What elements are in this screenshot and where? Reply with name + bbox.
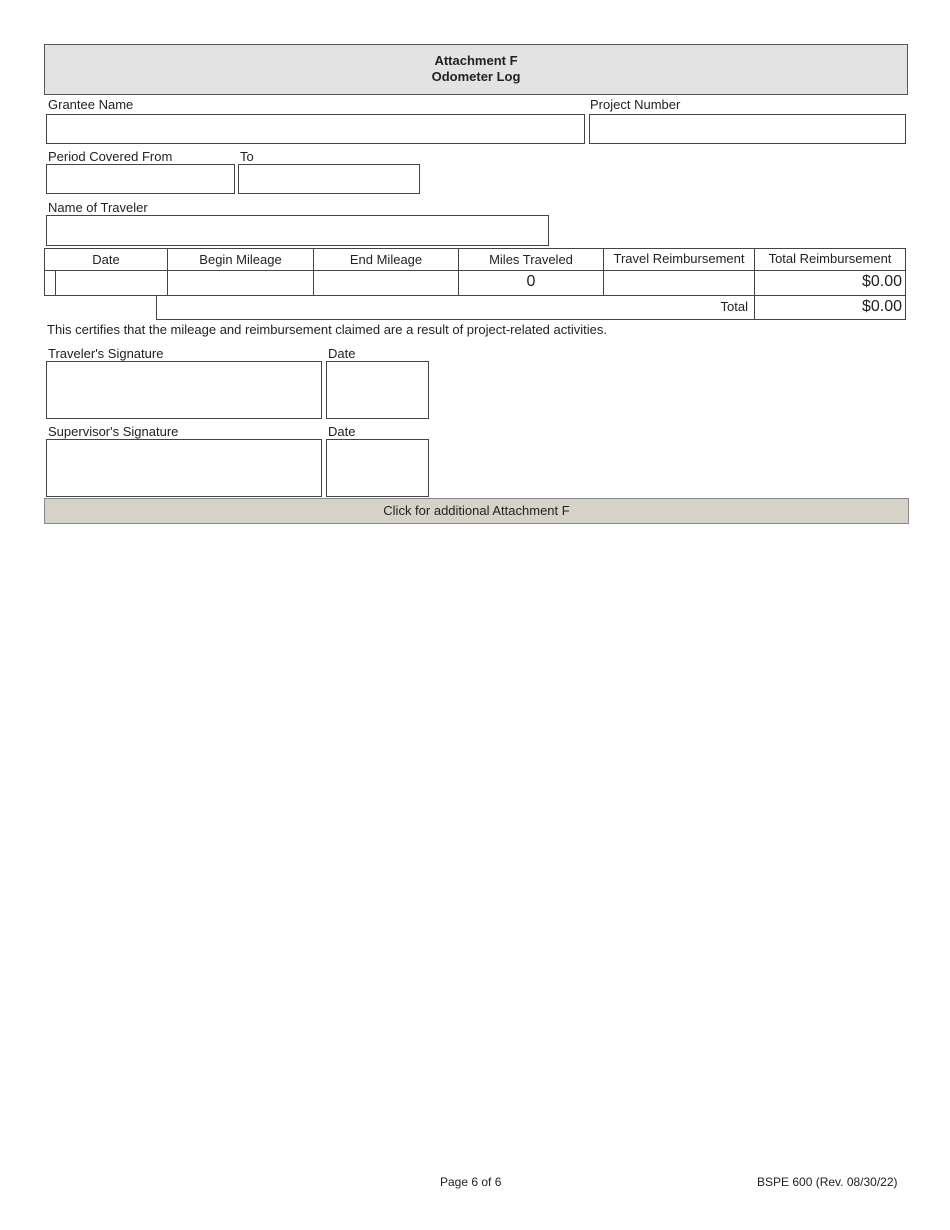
supervisor-signature-field[interactable] xyxy=(46,439,322,497)
traveler-name-label: Name of Traveler xyxy=(48,200,148,215)
project-number-label: Project Number xyxy=(590,97,681,112)
page-number: Page 6 of 6 xyxy=(440,1175,502,1189)
grantee-name-label: Grantee Name xyxy=(48,97,134,112)
col-header-date: Date xyxy=(44,248,168,271)
certification-text: This certifies that the mileage and reimbursement claimed are a result of project-related activities. xyxy=(47,322,607,337)
col-header-miles-traveled: Miles Traveled xyxy=(458,248,604,271)
col-header-total-reimbursement: Total Reimbursement xyxy=(754,248,906,271)
traveler-date-field[interactable] xyxy=(326,361,429,419)
form-id: BSPE 600 (Rev. 08/30/22) xyxy=(757,1175,898,1189)
add-attachment-button[interactable]: Click for additional Attachment F xyxy=(44,498,909,524)
form-header xyxy=(44,44,908,95)
traveler-date-label: Date xyxy=(328,346,356,361)
period-to-label: To xyxy=(240,149,254,164)
row-travel-reimbursement-field[interactable] xyxy=(603,270,755,296)
row-end-mileage-field[interactable] xyxy=(313,270,459,296)
period-to-field[interactable] xyxy=(238,164,420,194)
traveler-signature-label: Traveler's Signature xyxy=(48,346,164,361)
supervisor-date-field[interactable] xyxy=(326,439,429,497)
row-total-reimbursement-value: $0.00 xyxy=(754,270,906,296)
period-from-label: Period Covered From xyxy=(48,149,173,164)
col-header-begin-mileage: Begin Mileage xyxy=(167,248,314,271)
row-date-field[interactable] xyxy=(55,270,168,296)
row-begin-mileage-field[interactable] xyxy=(167,270,314,296)
period-from-field[interactable] xyxy=(46,164,235,194)
col-header-travel-reimbursement: Travel Reimbursement xyxy=(603,248,755,271)
traveler-name-field[interactable] xyxy=(46,215,549,246)
supervisor-date-label: Date xyxy=(328,424,356,439)
total-label: Total xyxy=(156,295,755,320)
supervisor-signature-label: Supervisor's Signature xyxy=(48,424,179,439)
traveler-signature-field[interactable] xyxy=(46,361,322,419)
total-value: $0.00 xyxy=(754,295,906,320)
col-header-end-mileage: End Mileage xyxy=(313,248,459,271)
row-miles-traveled-value: 0 xyxy=(458,270,604,296)
grantee-name-field[interactable] xyxy=(46,114,585,144)
form-title: Attachment F xyxy=(434,53,518,68)
form-subtitle: Odometer Log xyxy=(431,69,521,84)
project-number-field[interactable] xyxy=(589,114,906,144)
